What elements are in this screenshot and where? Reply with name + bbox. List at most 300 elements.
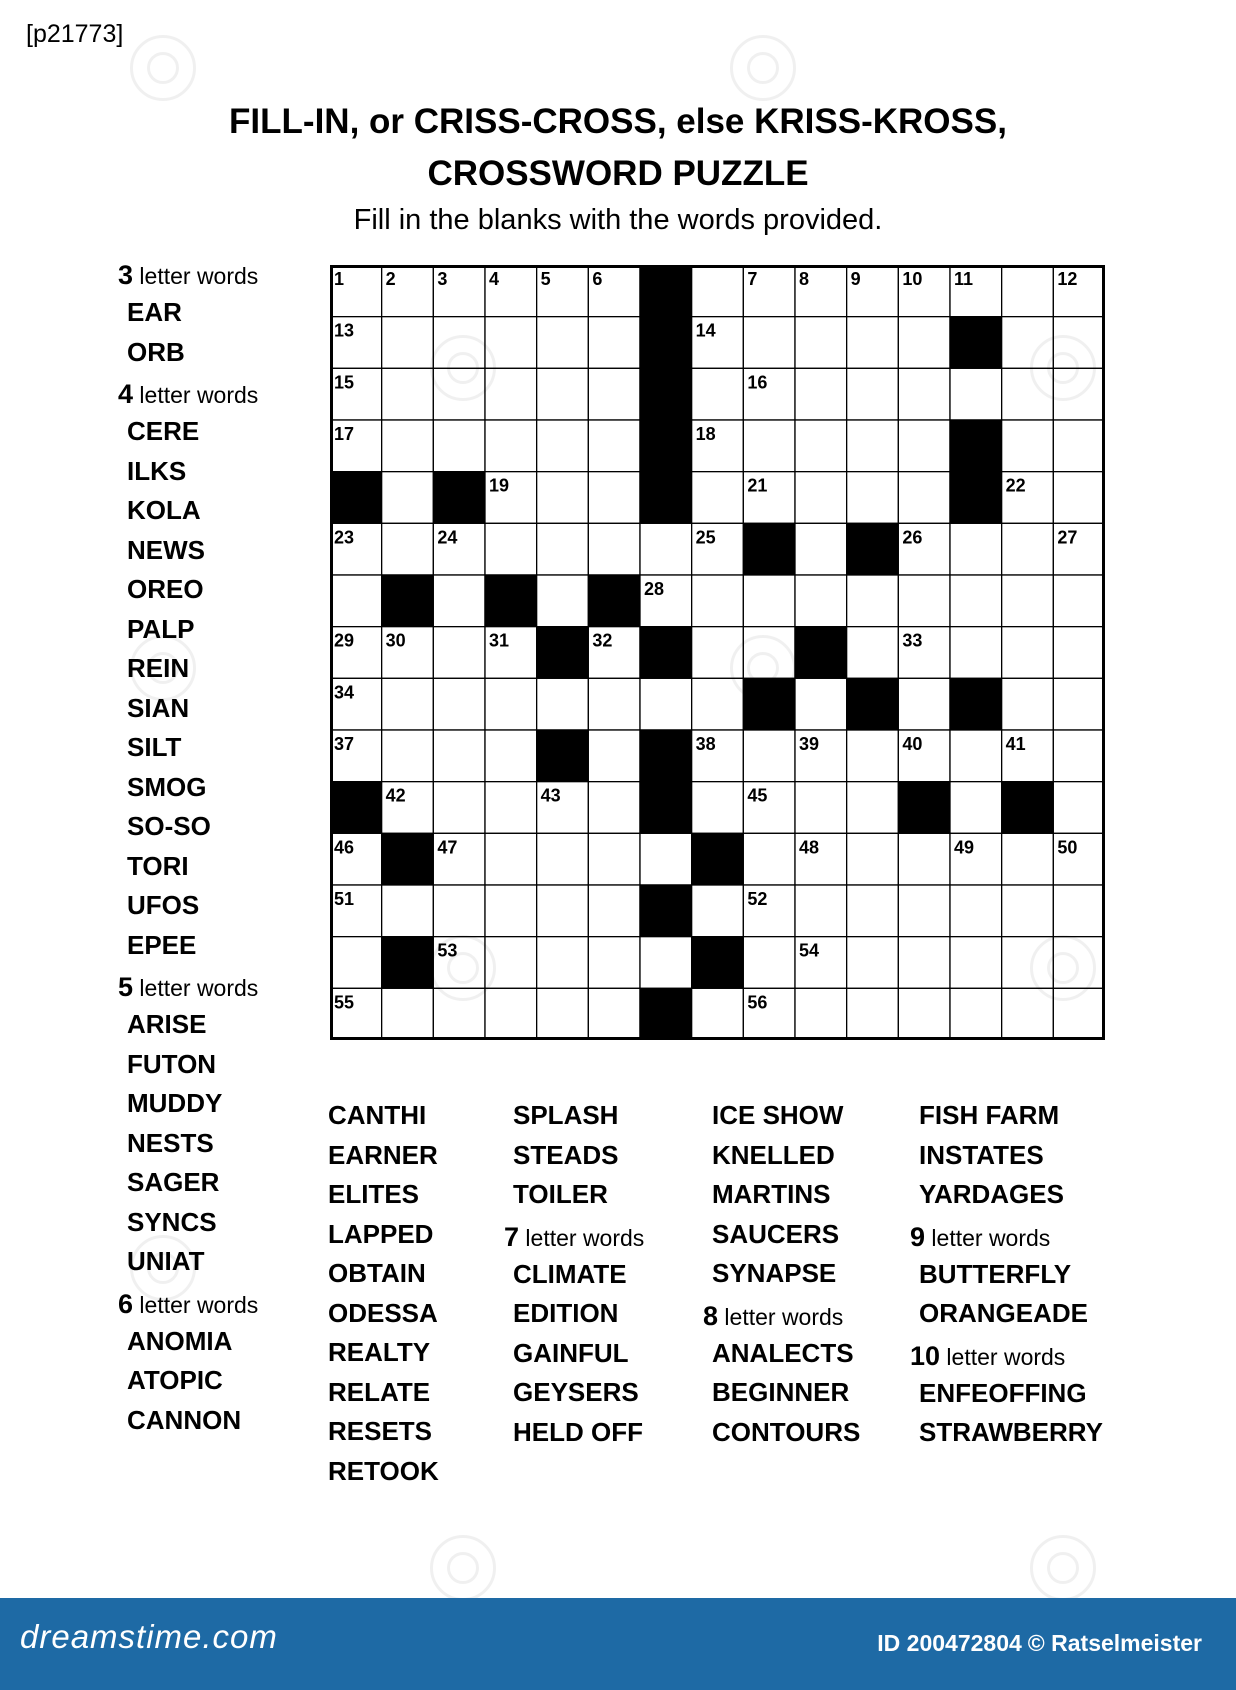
clue-number: 40 [902, 734, 923, 754]
clue-number: 4 [489, 269, 500, 289]
black-cell [950, 472, 1002, 524]
word-list-item: SIAN [127, 692, 190, 723]
clue-number: 23 [334, 527, 355, 548]
grid-cell[interactable] [795, 523, 847, 575]
word-list-item: REIN [127, 653, 190, 683]
clue-number: 15 [334, 372, 355, 393]
grid-cell[interactable] [795, 988, 847, 1040]
word-list-item: BUTTERFLY [919, 1258, 1072, 1289]
grid-cell[interactable] [588, 472, 640, 524]
watermark-icon [130, 1235, 196, 1301]
word-group-label: letter words [133, 382, 259, 408]
grid-cell[interactable] [898, 317, 950, 369]
word-list-column-4 [703, 1096, 860, 1452]
word-list-item: RESETS [328, 1416, 433, 1446]
grid-cell[interactable] [537, 420, 589, 472]
word-list-item: SYNCS [127, 1206, 217, 1237]
watermark-icon [1030, 935, 1096, 1001]
black-cell [382, 937, 434, 989]
word-list-item: ORB [127, 336, 185, 367]
clue-number: 2 [385, 269, 396, 289]
watermark-icon [730, 35, 796, 101]
clue-number: 11 [954, 269, 974, 289]
grid-cell[interactable] [898, 988, 950, 1040]
grid-cell[interactable] [1053, 575, 1105, 627]
grid-cell[interactable] [692, 575, 744, 627]
grid-cell[interactable] [382, 988, 434, 1040]
word-list-item: INSTATES [919, 1139, 1044, 1170]
grid-cell[interactable] [485, 678, 537, 730]
grid-cell[interactable] [537, 988, 589, 1040]
clue-number: 39 [799, 734, 820, 754]
word-list-item: TORI [127, 850, 189, 881]
word-list-item: OBTAIN [328, 1258, 426, 1288]
grid-cell[interactable] [898, 472, 950, 524]
word-list-item: TOILER [513, 1179, 608, 1209]
grid-cell[interactable] [433, 420, 485, 472]
clue-number: 27 [1057, 527, 1078, 548]
word-group-label: letter words [133, 263, 259, 289]
word-list-item: SPLASH [513, 1100, 619, 1130]
watermark-icon [130, 635, 196, 701]
grid-cell[interactable] [898, 937, 950, 989]
word-list-item: PALP [127, 613, 195, 644]
grid-cell[interactable] [640, 937, 692, 989]
watermark-icon [430, 1535, 496, 1601]
clue-number: 51 [334, 889, 355, 909]
grid-cell[interactable] [898, 575, 950, 627]
watermark-icon [430, 335, 496, 401]
word-list-item: BEGINNER [712, 1377, 850, 1407]
grid-cell[interactable] [485, 730, 537, 782]
black-cell [382, 833, 434, 885]
clue-number: 5 [540, 269, 551, 289]
word-group-label: letter words [519, 1224, 645, 1251]
grid-cell[interactable] [795, 368, 847, 420]
word-list-column-3 [504, 1096, 644, 1452]
grid-cell[interactable] [588, 317, 640, 369]
word-list-item: STRAWBERRY [919, 1417, 1103, 1447]
word-list-item: NEWS [127, 534, 205, 565]
grid-cell[interactable] [382, 368, 434, 420]
grid-cell[interactable] [433, 678, 485, 730]
clue-number: 36 [850, 682, 871, 703]
grid-cell[interactable] [692, 885, 744, 937]
grid-cell[interactable] [1053, 472, 1105, 524]
puzzle-code: [p21773] [26, 20, 124, 48]
grid-cell[interactable] [588, 730, 640, 782]
word-list-item: RETOOK [328, 1455, 439, 1486]
black-cell [640, 420, 692, 472]
word-list-item: CANNON [127, 1404, 242, 1435]
word-list-item: SAUCERS [712, 1218, 840, 1249]
word-list-item: SMOG [127, 771, 207, 802]
clue-number: 44 [644, 785, 665, 806]
grid-cell[interactable] [640, 678, 692, 730]
grid-cell[interactable] [433, 885, 485, 937]
grid-cell[interactable] [743, 833, 795, 885]
grid-cell[interactable] [588, 523, 640, 575]
word-group-label: letter words [718, 1303, 844, 1330]
grid-cell[interactable] [847, 782, 899, 834]
grid-cell[interactable] [588, 937, 640, 989]
black-cell [640, 885, 692, 937]
black-cell [950, 678, 1002, 730]
grid-cell[interactable] [537, 937, 589, 989]
grid-cell[interactable] [537, 368, 589, 420]
clue-number: 49 [954, 837, 975, 858]
grid-cell[interactable] [433, 730, 485, 782]
grid-cell[interactable] [847, 420, 899, 472]
black-cell [330, 472, 382, 524]
grid-cell[interactable] [433, 627, 485, 679]
grid-cell[interactable] [433, 782, 485, 834]
grid-cell[interactable] [795, 678, 847, 730]
grid-cell[interactable] [537, 523, 589, 575]
grid-cell[interactable] [433, 575, 485, 627]
grid-cell[interactable] [330, 575, 382, 627]
page-title-line1: FILL-IN, or CRISS-CROSS, else KRISS-KROSS, [229, 102, 1007, 141]
image-credit [877, 1630, 1208, 1657]
grid-cell[interactable] [485, 988, 537, 1040]
grid-cell[interactable] [692, 988, 744, 1040]
grid-cell[interactable] [485, 833, 537, 885]
clue-number: 47 [437, 837, 458, 858]
grid-cell[interactable] [898, 368, 950, 420]
word-list-item: YARDAGES [919, 1179, 1064, 1209]
grid-cell[interactable] [847, 833, 899, 885]
grid-cell[interactable] [847, 627, 899, 679]
word-group-header [703, 1302, 860, 1332]
word-list-item: ICE SHOW [712, 1100, 844, 1130]
grid-cell[interactable] [898, 420, 950, 472]
clue-number: 33 [902, 630, 923, 651]
grid-cell[interactable] [950, 988, 1002, 1040]
grid-cell[interactable] [382, 420, 434, 472]
word-list-item: GEYSERS [513, 1377, 639, 1407]
watermark-icon [130, 35, 196, 101]
clue-number: 18 [695, 424, 716, 444]
clue-number: 35 [747, 682, 768, 703]
black-cell [898, 782, 950, 834]
word-list-item: MUDDY [127, 1088, 223, 1118]
grid-cell[interactable] [898, 885, 950, 937]
grid-cell[interactable] [537, 575, 589, 627]
word-list-item: GAINFUL [513, 1337, 629, 1368]
clue-number: 46 [334, 837, 355, 858]
grid-cell[interactable] [743, 575, 795, 627]
black-cell [640, 730, 692, 782]
grid-cell[interactable] [537, 317, 589, 369]
word-length: 5 [118, 972, 134, 1002]
word-list-item: EARNER [328, 1139, 438, 1170]
clue-number: 53 [437, 940, 458, 961]
grid-cell[interactable] [795, 420, 847, 472]
grid-cell[interactable] [692, 265, 744, 317]
grid-cell[interactable] [743, 420, 795, 472]
word-group-label: letter words [133, 1291, 259, 1318]
word-length: 10 [910, 1340, 941, 1371]
clue-number: 31 [489, 630, 510, 651]
clue-number: 32 [592, 630, 613, 651]
page-subtitle: Fill in the blanks with the words provided. [353, 204, 883, 236]
grid-cell[interactable] [1002, 420, 1054, 472]
word-list-column-5 [910, 1096, 1103, 1453]
grid-cell[interactable] [847, 730, 899, 782]
clue-number: 8 [799, 269, 810, 289]
clue-number: 6 [592, 269, 603, 289]
grid-cell[interactable] [743, 937, 795, 989]
word-list-item: CERE [127, 416, 200, 446]
grid-cell[interactable] [485, 420, 537, 472]
clue-number: 26 [902, 527, 923, 548]
grid-cell[interactable] [795, 575, 847, 627]
clue-number: 43 [540, 785, 561, 806]
word-list-item: ODESSA [328, 1297, 438, 1328]
word-list-item: SILT [127, 732, 182, 762]
clue-number: 10 [902, 269, 923, 289]
grid-cell[interactable] [1002, 885, 1054, 937]
clue-number: 16 [747, 372, 768, 393]
clue-number: 52 [747, 889, 768, 909]
brand-logo: dreamstime.com [20, 1618, 278, 1655]
grid-cell[interactable] [950, 627, 1002, 679]
word-list-item: EAR [127, 297, 182, 327]
word-list-item: HELD OFF [513, 1416, 643, 1447]
grid-cell[interactable] [898, 833, 950, 885]
watermark-icon [1030, 1535, 1096, 1601]
grid-cell[interactable] [898, 678, 950, 730]
word-group-header [910, 1223, 1103, 1253]
grid-cell[interactable] [382, 523, 434, 575]
grid-cell[interactable] [950, 523, 1002, 575]
author-credit: © Ratselmeister [1027, 1630, 1202, 1656]
grid-cell[interactable] [795, 885, 847, 937]
word-list-item: REALTY [328, 1337, 431, 1367]
word-list-item: NESTS [127, 1127, 214, 1158]
grid-cell[interactable] [382, 885, 434, 937]
word-list-item: LAPPED [328, 1218, 434, 1249]
word-length: 6 [118, 1288, 134, 1319]
clue-number: 48 [799, 837, 820, 858]
word-list-item: KNELLED [712, 1139, 835, 1170]
grid-cell[interactable] [588, 782, 640, 834]
clue-number: 13 [334, 320, 355, 341]
black-cell [795, 627, 847, 679]
word-list-item: FISH FARM [919, 1100, 1060, 1130]
word-list-item: UFOS [127, 890, 200, 920]
grid-cell[interactable] [950, 730, 1002, 782]
word-list-item: MARTINS [712, 1179, 831, 1209]
black-cell [382, 575, 434, 627]
word-list-item: ENFEOFFING [919, 1377, 1087, 1408]
grid-cell[interactable] [795, 472, 847, 524]
grid-cell[interactable] [1002, 265, 1054, 317]
grid-cell[interactable] [1002, 523, 1054, 575]
grid-cell[interactable] [485, 885, 537, 937]
grid-cell[interactable] [692, 368, 744, 420]
grid-cell[interactable] [1002, 833, 1054, 885]
word-group-header [118, 1290, 258, 1320]
clue-number: 12 [1057, 269, 1078, 289]
word-list-item: EDITION [513, 1298, 619, 1328]
word-list-item: STEADS [513, 1139, 619, 1170]
word-list-item: UNIAT [127, 1246, 205, 1276]
grid-cell[interactable] [640, 833, 692, 885]
word-length: 7 [504, 1221, 520, 1252]
black-cell [640, 317, 692, 369]
clue-number: 24 [437, 527, 458, 548]
word-list-item: FUTON [127, 1048, 217, 1079]
grid-cell[interactable] [537, 472, 589, 524]
word-list-item: RELATE [328, 1376, 431, 1407]
clue-number: 41 [1005, 734, 1026, 754]
clue-number: 20 [644, 475, 665, 496]
clue-number: 19 [489, 475, 510, 496]
word-group-header [118, 380, 258, 410]
grid-cell[interactable] [1053, 782, 1105, 834]
grid-cell[interactable] [1053, 627, 1105, 679]
grid-cell[interactable] [847, 472, 899, 524]
grid-cell[interactable] [485, 523, 537, 575]
clue-number: 30 [385, 630, 406, 651]
black-cell [640, 627, 692, 679]
word-list-item: OREO [127, 574, 204, 604]
clue-number: 3 [437, 269, 448, 289]
clue-number: 9 [850, 269, 861, 289]
clue-number: 37 [334, 734, 355, 754]
grid-cell[interactable] [847, 317, 899, 369]
grid-cell[interactable] [847, 368, 899, 420]
grid-cell[interactable] [1053, 730, 1105, 782]
black-cell [743, 523, 795, 575]
grid-cell[interactable] [692, 472, 744, 524]
word-group-header [504, 1223, 644, 1253]
clue-number: 56 [747, 992, 768, 1013]
black-cell [950, 420, 1002, 472]
word-list-item: CLIMATE [513, 1258, 627, 1289]
word-list-item: ANOMIA [127, 1325, 233, 1356]
grid-cell[interactable] [382, 472, 434, 524]
grid-cell[interactable] [1002, 575, 1054, 627]
grid-cell[interactable] [537, 678, 589, 730]
grid-cell[interactable] [1002, 678, 1054, 730]
word-list-item: SO-SO [127, 811, 211, 841]
black-cell [588, 575, 640, 627]
grid-cell[interactable] [1053, 885, 1105, 937]
clue-number: 14 [695, 320, 716, 341]
black-cell [537, 730, 589, 782]
grid-cell[interactable] [537, 833, 589, 885]
word-length: 9 [910, 1221, 926, 1252]
word-list-item: SYNAPSE [712, 1258, 837, 1288]
grid-cell[interactable] [847, 988, 899, 1040]
black-cell [847, 523, 899, 575]
grid-cell[interactable] [847, 885, 899, 937]
grid-cell[interactable] [950, 885, 1002, 937]
clue-number: 38 [695, 734, 716, 754]
grid-cell[interactable] [950, 368, 1002, 420]
clue-number: 55 [334, 992, 355, 1013]
black-cell [537, 627, 589, 679]
word-list-item: ANALECTS [712, 1337, 854, 1368]
grid-cell[interactable] [1053, 420, 1105, 472]
word-group-header [118, 973, 258, 1003]
clue-number: 7 [747, 269, 758, 289]
grid-cell[interactable] [588, 885, 640, 937]
word-group-label: letter words [133, 975, 259, 1001]
word-list-item: ELITES [328, 1179, 420, 1209]
word-list-item: CANTHI [328, 1100, 427, 1130]
word-group-label: letter words [940, 1343, 1066, 1370]
grid-cell[interactable] [588, 833, 640, 885]
clue-number: 25 [695, 527, 716, 548]
clue-number: 28 [644, 579, 665, 599]
watermark-icon [430, 935, 496, 1001]
grid-cell[interactable] [1002, 627, 1054, 679]
word-list-item: ARISE [127, 1009, 207, 1039]
grid-cell[interactable] [588, 420, 640, 472]
black-cell [640, 368, 692, 420]
grid-cell[interactable] [640, 523, 692, 575]
grid-cell[interactable] [950, 575, 1002, 627]
word-list-item: ORANGEADE [919, 1298, 1089, 1328]
grid-cell[interactable] [847, 937, 899, 989]
clue-number: 1 [334, 269, 345, 289]
word-length: 8 [703, 1300, 719, 1331]
black-cell [1002, 782, 1054, 834]
word-list-item: ILKS [127, 455, 187, 486]
grid-cell[interactable] [795, 782, 847, 834]
grid-cell[interactable] [743, 317, 795, 369]
grid-cell[interactable] [330, 937, 382, 989]
grid-cell[interactable] [588, 988, 640, 1040]
black-cell [433, 472, 485, 524]
grid-cell[interactable] [1053, 678, 1105, 730]
page-title-line2: CROSSWORD PUZZLE [427, 154, 809, 193]
black-cell [640, 988, 692, 1040]
word-group-label: letter words [925, 1224, 1051, 1251]
grid-cell[interactable] [847, 575, 899, 627]
word-length: 4 [118, 379, 134, 409]
grid-cell[interactable] [382, 317, 434, 369]
grid-cell[interactable] [950, 937, 1002, 989]
clue-number: 17 [334, 424, 355, 444]
word-list-column-2 [319, 1096, 439, 1491]
grid-cell[interactable] [950, 782, 1002, 834]
word-length: 3 [118, 260, 134, 290]
clue-number: 22 [1005, 475, 1026, 496]
grid-cell[interactable] [692, 782, 744, 834]
word-list-item: KOLA [127, 495, 201, 525]
clue-number: 21 [747, 475, 768, 496]
grid-cell[interactable] [382, 730, 434, 782]
grid-cell[interactable] [588, 368, 640, 420]
grid-cell[interactable] [537, 885, 589, 937]
black-cell [640, 265, 692, 317]
word-list-item: SAGER [127, 1167, 220, 1197]
word-list-item: EPEE [127, 929, 197, 960]
grid-cell[interactable] [743, 730, 795, 782]
grid-cell[interactable] [485, 782, 537, 834]
grid-cell[interactable] [588, 678, 640, 730]
image-id: ID 200472804 [877, 1630, 1022, 1656]
black-cell [692, 937, 744, 989]
grid-cell[interactable] [795, 317, 847, 369]
grid-cell[interactable] [382, 678, 434, 730]
word-list-item: CONTOURS [712, 1416, 861, 1447]
clue-number: 34 [334, 682, 355, 703]
